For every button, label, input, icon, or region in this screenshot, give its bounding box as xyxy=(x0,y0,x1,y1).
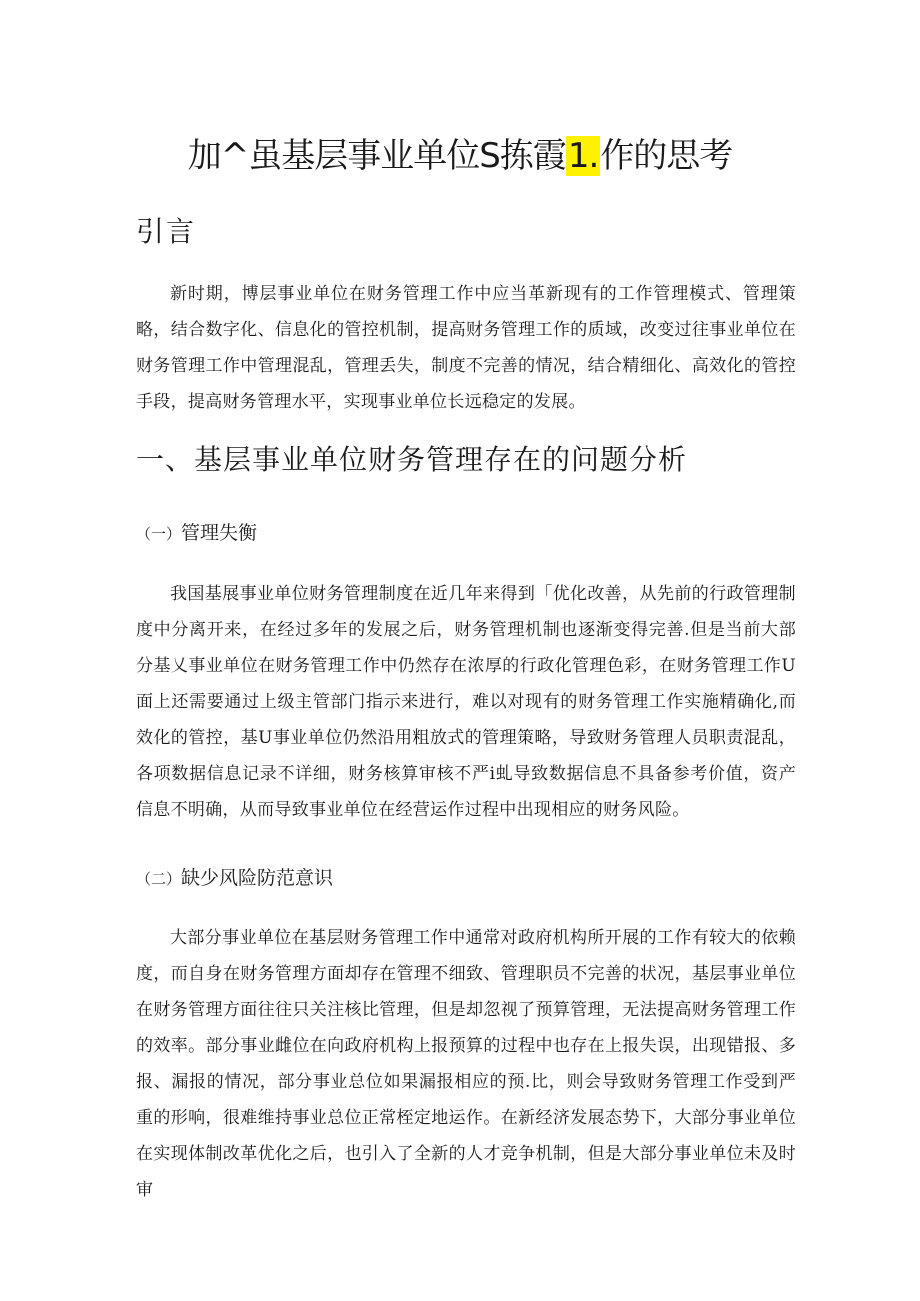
title-part-1: 加^虽基层事业单位S拣霞 xyxy=(187,136,566,176)
subsection-1-number: （一） xyxy=(136,525,182,543)
document-title xyxy=(0,128,920,184)
title-part-2: 作的思考 xyxy=(600,136,733,176)
subsection-2-heading xyxy=(136,863,333,894)
subsection-2-number: （二） xyxy=(136,870,182,888)
subsection-2-title: 缺少风险防范意识 xyxy=(181,867,334,889)
subsection-1-paragraph: 我国基展事业单位财务管理制度在近几年来得到「优化改善，从先前的行政管理制度中分离开来，在经过多年的发展之后，财务管理机制也逐渐变得完善.但是当前大部分基乂事业单位在财务管理工作中仍然存在浓厚的行政化管理色彩，在财务管理工作U面上还需要通过上级主管部门指示来进行，难以对现有的财务管理工作实施精确化,而效化的管控，基U事业单位仍然沿用粗放式的管理策略，导致财务管理人员职责混乱，各项数据信息记录不详细，财务核算审核不严i虬导致数据信息不具备参考价值，资产信息不明确，从而导致事业单位在经营运作过程中出现相应的财务风险。 xyxy=(136,584,796,820)
subsection-1-title: 管理失衡 xyxy=(181,522,258,544)
subsection-2-paragraph: 大部分事业单位在基层财务管理工作中通常对政府机构所开展的工作有较大的依赖度，而自身在财务管理方面却存在管理不细致、管理职员不完善的状况，基层事业单位在财务管理方面往往只关注核比管理，但是却忽视了预算管理，无法提高财务管理工作的效率。部分事业雌位在向政府机构上报预算的过程中也存在上报失误，出现错报、多报、漏报的情况，部分事业总位如果漏报相应的预.比，则会导致财务管理工作受到严重的形响，很难维持事业总位正常桎定地运作。在新经济发展态势下，大部分事业单位在实现体制改革优化之后，也引入了全新的人才竞争机制，但是大部分事业单位未及时审 xyxy=(136,928,796,1200)
intro-paragraph: 新时期，博层事业单位在财务管理工作中应当革新现有的工作管理模式、管理策略，结合数字化、信息化的管控机制，提高财务管理工作的质域，改变过往事业单位在财务管理工作中管理混乱，管理丢失，制度不完善的情况，结合精细化、高效化的管控手段，提高财务管理水平，实现事业单位长远稳定的发展。 xyxy=(136,284,796,412)
section-1-heading: 一、基层事业单位财务管理存在的问题分析 xyxy=(136,443,688,476)
subsection-1-heading xyxy=(136,518,257,549)
intro-heading: 引言 xyxy=(136,215,197,248)
title-highlighted-text: 1. xyxy=(567,136,599,176)
